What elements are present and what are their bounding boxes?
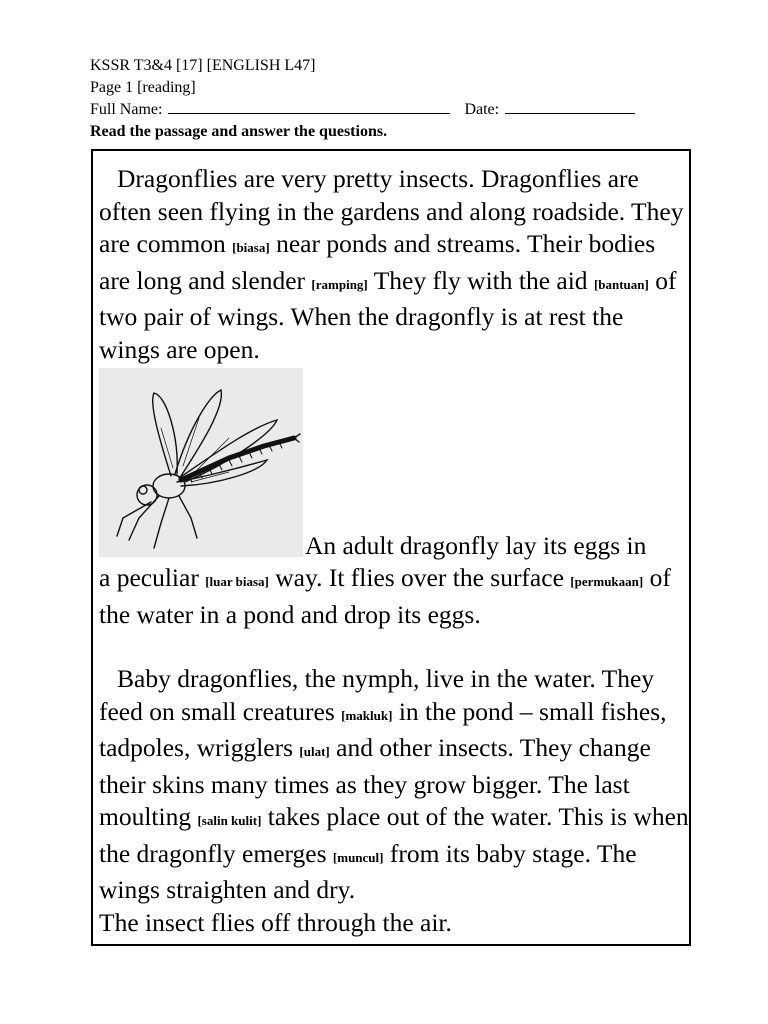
gloss: [luar biasa] [205, 574, 269, 589]
text: in the pond – small fishes, tadpoles, wrigglers [99, 696, 667, 762]
dragonfly-illustration-icon [99, 368, 303, 557]
text: They fly with the aid [373, 265, 588, 295]
full-name-label: Full Name: [90, 101, 163, 118]
reading-passage [99, 163, 689, 939]
date-field[interactable] [505, 99, 635, 114]
full-name-field[interactable] [168, 99, 450, 114]
paragraph-2 [99, 562, 689, 631]
worksheet-header [90, 55, 690, 143]
text: Baby dragonflies, the nymph, live in the water. They feed on small creatures [99, 664, 655, 726]
gloss: [permukaan] [570, 574, 644, 589]
text: near ponds and streams. Their bodies are long and slender [99, 229, 656, 295]
text: of two pair of wings. When the dragonfly is at rest the wings are open. [99, 265, 677, 364]
figure-caption-text: An adult dragonfly lay its eggs in [305, 530, 647, 560]
paragraph-1 [99, 163, 689, 366]
gloss: [makluk] [341, 707, 393, 723]
text: way. It flies over the surface [275, 563, 564, 592]
figure-row [99, 368, 689, 562]
course-code: KSSR T3&4 [17] [ENGLISH L47] [90, 57, 316, 74]
gloss: [ulat] [299, 744, 330, 759]
name-date-row [90, 99, 690, 121]
page-label: Page 1 [reading] [90, 79, 196, 96]
text: and other insects. They change their skins many times as they grow bigger. The last moulting [99, 733, 651, 831]
text: Dragonflies are very pretty insects. Dragonflies are often seen flying in the gardens and along roadside. They are common [99, 164, 684, 258]
gloss: [salin kulit] [197, 813, 262, 828]
text: from its baby stage. The wings straighten and dry. [99, 838, 637, 904]
text: takes place out of the water. This is when the dragonfly emerges [99, 802, 689, 868]
gloss: [biasa] [232, 240, 270, 255]
paragraph-4: The insect flies off through the air. [99, 907, 452, 937]
text: of the water in a pond and drop its eggs. [99, 563, 671, 629]
date-label: Date: [464, 101, 500, 118]
passage-box [91, 149, 691, 946]
gloss: [muncul] [332, 849, 384, 865]
gloss: [bantuan] [593, 276, 649, 292]
instruction: Read the passage and answer the questions. [90, 123, 388, 140]
gloss: [ramping] [311, 276, 368, 292]
paragraph-3 [99, 663, 689, 907]
spacer [99, 631, 689, 663]
text: a peculiar [99, 563, 199, 592]
